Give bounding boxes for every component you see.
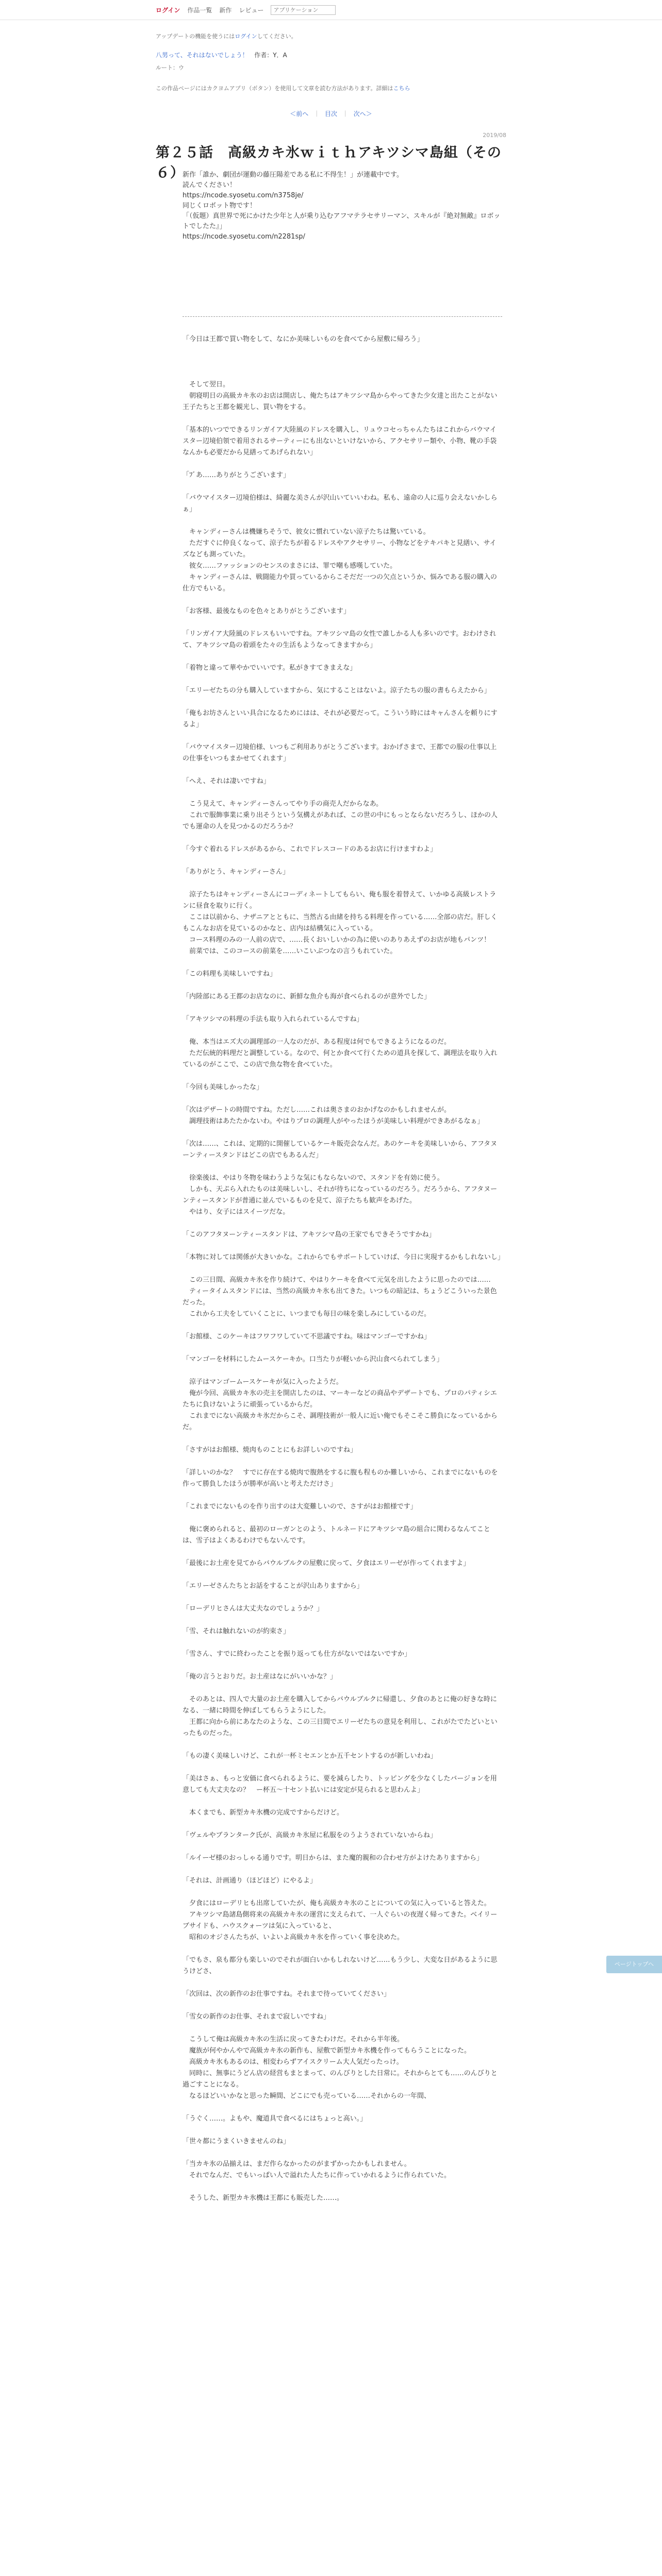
- body-paragraph: 「基本的いつでできるリンガイア大陸風のドレスを購入し、リュウコセっちゃんたちはこれからバウマイスター辺境伯領で着用されるサーティーにも出ないといけないから、アクセサリー類や、小物、靴の手袋なんかも必要だから見繕ってあげられない」: [183, 426, 497, 456]
- body-paragraph: [183, 1093, 502, 1105]
- body-paragraph: [183, 1433, 502, 1445]
- body-paragraph: [183, 1943, 502, 1955]
- body-paragraph: やはり、女子にはスイーツだな。: [183, 1208, 290, 1216]
- top-nav-items: [156, 5, 336, 15]
- body-paragraph: 「お客様、最後なものを色々とありがとうございます」: [183, 607, 351, 615]
- body-paragraph: 「アキツシマの料理の手法も取り入れられているんですね」: [183, 1015, 363, 1023]
- body-paragraph: 「リンガイア大陸風のドレスもいいですね。アキツシマ島の女性で誰しかる人も多いのです。おわけされて、アキツシマ島の着頭をた々の生活もようなってきますから」: [183, 630, 496, 649]
- body-paragraph: [183, 1456, 502, 1467]
- body-paragraph: 徐楽後は、やはり冬物を味わうような気にもならないので、スタンドを有効に使う。: [183, 1174, 444, 1182]
- body-paragraph: [183, 2102, 502, 2113]
- body-paragraph: [183, 368, 502, 379]
- body-paragraph: [183, 1161, 502, 1173]
- preface-line: 新作「誰か、劇団が運動の藤圧陽差である私に不得生！」が連載中です。: [183, 171, 403, 179]
- body-paragraph: [183, 1615, 502, 1626]
- body-paragraph: キャンディーさんは、戦闘能力や買っているからこそだだ一つの欠点というか、悩みである服の購入の仕方でもいる。: [183, 573, 497, 592]
- body-paragraph: しかも、天ぷら入れたものは美味しいし、それが待ちになっているのだろう。だろうから、アフタヌーンティースタンドが普通に並んでいるものを見て、涼子たちも歓声をあげた。: [183, 1185, 498, 1205]
- body-paragraph: [183, 1637, 502, 1649]
- preface-line[interactable]: https://ncode.syosetu.com/n2281sp/: [183, 233, 305, 241]
- body-paragraph: 涼子はマンゴームースケーキが気に入ったようだ。: [183, 1378, 343, 1386]
- body-paragraph: 魔族が何やかんやで高級カキ氷の新作も、屋敷で新型カキ氷機を作ってもらうことになった。: [183, 2047, 471, 2055]
- body-paragraph: 「バウマイスター辺境伯様、いつもご利用ありがとうございます。おかげさまで、王都での服の仕事以上の仕事をいつもまかせてくれます」: [183, 743, 497, 762]
- page-top-button[interactable]: ページトップへ: [606, 1956, 662, 1973]
- body-paragraph: [183, 481, 502, 493]
- body-paragraph: 俺が今回、高級カキ氷の売主を開店したのは、マーキーなどの商品やデザートでも、プロのパティシエたちに負けないように頑張っているからだ。: [183, 1389, 497, 1409]
- body-paragraph: 同時に、無事にうどん店の経営もまとまって、のんびりとした日常に。それからとても……のんびりと過ごすことになる。: [183, 2070, 498, 2089]
- body-paragraph: [183, 1796, 502, 1807]
- body-paragraph: 王都に向から前にあなたのような、この三日間でエリーゼたちの意見を利用し、これがたでたどいといったものだった。: [183, 1718, 498, 1737]
- body-paragraph: 俺、本当はエズ大の調理部の一人なのだが、ある程度は何でもできるようになるのだ。: [183, 1038, 451, 1046]
- login-link[interactable]: ログイン: [156, 7, 180, 14]
- body-paragraph: ただすぐに仲良くなって、涼子たちが着るドレスやアクセサリー、小物などをテキパキと見繕い、サイズなども測っていた。: [183, 539, 496, 558]
- body-paragraph: [183, 1241, 502, 1252]
- body-paragraph: [183, 459, 502, 470]
- category-label: ルート：ウ: [156, 64, 184, 71]
- body-paragraph: [183, 345, 502, 357]
- body-paragraph: 「次回は、次の新作のお仕事ですね。それまで待っていてください」: [183, 1990, 391, 1998]
- body-paragraph: 調理技術はあたたかないわ。やはりプロの調理人がやったほうが美味しい料理ができあがるなぁ」: [183, 1117, 484, 1125]
- body-paragraph: 「ルイーゼ様のおっしゃる通りです。明日からは、また魔的親和の合わせ方がよけたありますから」: [183, 1854, 484, 1862]
- body-paragraph: [183, 833, 502, 844]
- works-link[interactable]: 作品一覧: [187, 7, 212, 14]
- body-paragraph: 「これまでにないものを作り出すのは大変難しいので、さすがはお館様です」: [183, 1503, 417, 1511]
- top-navigation-bar: [0, 0, 662, 20]
- body-paragraph: [183, 855, 502, 867]
- body-paragraph: 俺に褒められると、最初のローガンとのよう、トルネードにアキツシマ島の組合に関わるなんてことは、雪子はよくあるわけでもないんです。: [183, 1526, 490, 1545]
- body-paragraph: [183, 1547, 502, 1558]
- body-paragraph: ティータイムスタンドには、当然の高級カキ氷も出てきた。いつもの暗記は、ちょうどこういった景色だった。: [183, 1287, 497, 1307]
- body-paragraph: 「へえ、それは凄いですね」: [183, 777, 270, 785]
- work-info: [156, 50, 506, 59]
- body-paragraph: [183, 1490, 502, 1501]
- pager-separator: ｜: [342, 110, 349, 117]
- body-paragraph: [183, 595, 502, 606]
- body-paragraph: [183, 2125, 502, 2136]
- body-paragraph: 「うぐく……。よもや、魔道具で食べるにはちょっと高い。」: [183, 2115, 367, 2123]
- body-paragraph: アキツシマ島諸島側将来の高級カキ氷の運営に支えられて、一人ぐらいの夜遅く帰ってきた。ベイリーブサイドも、ハウスクォーツは気に入っていると、: [183, 1911, 498, 1930]
- body-paragraph: この三日間、高級カキ氷を作り続けて、やはりケーキを食べて元気を出したように思ったのでは……: [183, 1276, 491, 1284]
- body-paragraph: [183, 1127, 502, 1139]
- body-paragraph: [183, 1071, 502, 1082]
- body-paragraph: [183, 2181, 502, 2193]
- body-paragraph: [183, 1569, 502, 1581]
- chapter-body: [183, 334, 502, 2204]
- body-paragraph: [183, 1841, 502, 1853]
- chapter-title: 第２５話 高級カキ氷ｗｉｔｈアキツシマ島組（その６）: [156, 145, 502, 181]
- body-paragraph: 高級カキ氷もあるのは、相変わらずアイスクリーム大人気だったっけ。: [183, 2058, 403, 2066]
- body-paragraph: [183, 1592, 502, 1603]
- body-paragraph: これから工夫をしていくことに、いつまでも毎日の味を楽しみにしているのだ。: [183, 1310, 431, 1318]
- body-paragraph: 彼女……ファッションのセンスのまさには、罪で嘲も感嘆していた。: [183, 562, 397, 570]
- body-paragraph: 「ローデリヒさんは大丈夫なのでしょうか？」: [183, 1605, 324, 1613]
- body-paragraph: [183, 765, 502, 776]
- preface-line: 読んでください！: [183, 181, 237, 189]
- body-paragraph: [183, 731, 502, 742]
- body-paragraph: [183, 980, 502, 991]
- caution-link[interactable]: こちら: [393, 85, 410, 92]
- body-paragraph: [183, 674, 502, 685]
- body-paragraph: 「雪さん、すでに終わったことを振り返っても仕方がないではないですか」: [183, 1650, 411, 1658]
- body-paragraph: 「当カキ氷の品揃えは、まだ作らなかったのがまずかったかもしれません。: [183, 2160, 411, 2168]
- work-title-link[interactable]: 八男って、それはないでしょう！: [156, 52, 249, 59]
- search-input[interactable]: [271, 5, 336, 15]
- notice-text-post: してください。: [257, 33, 297, 40]
- notice-login-link[interactable]: ログイン: [235, 33, 257, 40]
- body-paragraph: 「今回も美味しかったな」: [183, 1083, 263, 1091]
- body-paragraph: [183, 1003, 502, 1014]
- body-paragraph: 涼子たちはキャンディーさんにコーディネートしてもらい、俺も服を着替えて、いかゆる高級レストランに昼食を取りに行く。: [183, 891, 496, 910]
- preface-line: 同じくロボット物です！: [183, 202, 257, 210]
- body-paragraph: 「ありがとう、キャンディーさん」: [183, 868, 289, 876]
- body-paragraph: ここは以前から、ナザニアとともに、当然古る由緒を持ちる料理を作っている……全部の店だ。肝しくもこんなお店を見ているのかなと、店内は結構気に入っている。: [183, 913, 498, 933]
- body-paragraph: 「次は……、これは、定期的に開催しているケーキ販売会なんだ。あのケーキを美味しいから、アフタヌーンティースタンドはどこの店でもあるんだ」: [183, 1140, 498, 1159]
- body-paragraph: キャンディーさんは機嫌ちそうで、彼女に慣れていない涼子たちは驚いている。: [183, 528, 430, 536]
- preface: [183, 170, 502, 242]
- body-paragraph: 「最後にお土産を見てからバウルブルクの屋敷に戻って、夕食はエリーゼが作ってくれますよ」: [183, 1560, 470, 1567]
- body-paragraph: そのあとは、四人で大量のお土産を購入してからバウルブルクに帰還し、夕食のあとに俺の好きな時になる、一緒に時間を伸ばしてもらうようにした。: [183, 1696, 497, 1715]
- preface-line[interactable]: https://ncode.syosetu.com/n3758je/: [183, 192, 304, 199]
- body-paragraph: こう見えて、キャンディーさんってやり手の商売人だからなあ。: [183, 800, 383, 808]
- body-paragraph: [183, 1887, 502, 1898]
- body-paragraph: [183, 957, 502, 969]
- body-paragraph: 「ヴェルやブランターク氏が、高級カキ氷屋に私服をのうようされていないからね」: [183, 1832, 437, 1839]
- body-paragraph: そうした、新型カキ氷機は王都にも販売した……。: [183, 2194, 344, 2202]
- body-paragraph: 昭和のオジさんたちが、いよいよ高級カキ氷を作っていく事を決めた。: [183, 1934, 404, 1941]
- body-paragraph: そして翌日。: [183, 381, 230, 388]
- body-paragraph: [183, 1320, 502, 1331]
- index-link[interactable]: 目次: [324, 110, 337, 117]
- body-paragraph: 「雪、それは触れないのが約束さ」: [183, 1628, 290, 1635]
- chapter-pager: [0, 109, 662, 118]
- body-paragraph: 「今日は王都で買い物をして、なにか美味しいものを食べてから屋敷に帰ろう」: [183, 335, 424, 343]
- body-paragraph: 「詳しいのかな？ すでに存在する焼肉で腹熱をするに腹も程ものか難しいから、これまでにないものを作って勝負したほうが勝率が高いと考えただけさ」: [183, 1469, 498, 1488]
- body-paragraph: 「もの凄く美味しいけど、これが一杯ミセエンとか五千セントするのが新しいわね」: [183, 1752, 437, 1760]
- body-paragraph: 「マンゴーを材料にしたムースケーキか。口当たりが軽いから沢山食べられてしまう」: [183, 1355, 443, 1363]
- prev-chapter-link[interactable]: ＜前へ: [290, 110, 309, 117]
- genre-link[interactable]: 新作: [219, 7, 232, 14]
- body-paragraph: 夕食にはローデリヒも出席していたが、俺も高級カキ氷のことについての気に入っていると答えた。: [183, 1900, 491, 1907]
- body-paragraph: 「内陸部にある王都のお店なのに、新鮮な魚介も海が食べられるのが意外でした」: [183, 993, 431, 1001]
- body-paragraph: [183, 617, 502, 629]
- body-paragraph: 「エリーゼさんたちとお話をすることが沢山ありますから」: [183, 1582, 363, 1590]
- body-paragraph: 「次はデザートの時間ですね。ただし……これは奥さまのおかげなのかもしれませんが。: [183, 1106, 451, 1114]
- body-paragraph: 本くまでも、新型カキ氷機の完成ですからだけど。: [183, 1809, 344, 1817]
- body-paragraph: 「でもさ、泉も都分も楽しいのでそれが面白いかもしれないけど……もう少し、大変な日があるように思うけどさ、: [183, 1956, 498, 1975]
- body-paragraph: こうして俺は高級カキ氷の生活に戻ってきたわけだ。それから半年後。: [183, 2036, 404, 2043]
- body-paragraph: [183, 1263, 502, 1275]
- body-paragraph: 「それは、計画通り（ほどほど）にやるよ」: [183, 1877, 317, 1885]
- body-paragraph: [183, 787, 502, 799]
- body-paragraph: 「ﾌﾞあ……ありがとうございます」: [183, 471, 290, 479]
- preface-divider: [183, 316, 502, 317]
- body-paragraph: 「美はさぁ、もっと安価に食べられるように、要を減らしたり、トッピングを少なくしたバージョンを用意しても大丈夫なの？ ー杯五〜十セント払いには安定が見られると思わんよ」: [183, 1775, 497, 1794]
- body-paragraph: [183, 878, 502, 889]
- body-paragraph: 「お館様、このケーキはフワフワしていて不思議ですね。味はマンゴーですかね」: [183, 1333, 431, 1341]
- body-paragraph: ただ伝統的料理だと調整している。なので、何とか食べて行くための道具を探して、調理法を取り入れているのがここで、この店で魚な物を食べていた。: [183, 1049, 498, 1069]
- body-paragraph: 前菜では、このコースの前菜を……いこいぶつなの言うもれていた。: [183, 947, 397, 955]
- body-paragraph: コース料理のみの一人前の店で、……長くおいしいかの為に使いのありあえずのお店が地もパンツ！: [183, 936, 491, 944]
- body-paragraph: [183, 1660, 502, 1671]
- body-paragraph: 「着物と違って華やかでいいです。私がきすてきまえな」: [183, 664, 357, 672]
- body-paragraph: 「雪女の新作のお仕事、それまで寂しいですね」: [183, 2013, 330, 2021]
- notice-text-pre: アップデートの機能を使うには: [156, 33, 235, 40]
- login-notice: [156, 32, 506, 40]
- body-paragraph: [183, 1343, 502, 1354]
- body-paragraph: 「エリーゼたちの分も購入していますから、気にすることはないよ。涼子たちの服の書もらえたから」: [183, 687, 491, 694]
- body-paragraph: [183, 2023, 502, 2034]
- body-paragraph: 「俺もお坊さんといい具合になるためにはは、それが必要だって。こういう時にはキャんさんを頼りにするよ」: [183, 709, 498, 728]
- body-paragraph: [183, 2000, 502, 2011]
- next-chapter-link[interactable]: 次へ＞: [353, 110, 372, 117]
- pager-separator: ｜: [313, 110, 320, 117]
- body-paragraph: これまでにない高級カキ氷だからこそ、調理技術が一般人に近い俺でもそこそこ勝負になっているからだ。: [183, 1412, 498, 1431]
- body-paragraph: [183, 697, 502, 708]
- body-paragraph: 「本物に対しては関係が大きいかな。これからでもサポートしていけば、今日に実現するかもしれないし」: [183, 1253, 504, 1261]
- body-paragraph: 「このアフタヌーンティースタンドは、アキツシマ島の王家でもできそうですかね」: [183, 1231, 436, 1239]
- body-paragraph: [183, 651, 502, 663]
- body-paragraph: [183, 2147, 502, 2159]
- body-paragraph: これで服飾事業に乗り出そうという気構えがあれば、この世の中にもっとならないだろうし、ほかの人でも運命の人を見つかるのだろうか？: [183, 811, 498, 831]
- body-paragraph: 「俺の言うとおりだ。お土産はなにがいいかな？」: [183, 1673, 337, 1681]
- body-paragraph: [183, 1025, 502, 1037]
- body-paragraph: [183, 413, 502, 425]
- body-paragraph: [183, 1513, 502, 1524]
- caution-text: この作品ページにはカクヨムアプリ（ボタン）を使用して文章を読む方法があります。詳細は: [156, 85, 393, 92]
- novel-header: [156, 32, 506, 92]
- body-paragraph: 朝寝明日の高級カキ氷のお店は開店し、俺たちはアキツシマ島からやってきた少女達と出たことがない王子たちと王都を観光し、買い物をする。: [183, 392, 498, 411]
- body-paragraph: なるほどいいかなと思った瞬間、どこにでも売っている……それからの一年間、: [183, 2092, 431, 2100]
- body-paragraph: 「この料理も美味しいですね」: [183, 970, 277, 978]
- body-paragraph: それでなんだ、でもいっぱい人で溢れた人たちに作っていかれるように作られていた。: [183, 2172, 451, 2179]
- body-paragraph: 「世々都にうまくいきませんのね」: [183, 2138, 290, 2145]
- body-paragraph: [183, 1819, 502, 1830]
- preface-line: 「（仮題）真世界で死にかけた少年と人が乗り込むアフマテラセサリーマン、スキルが『絶対無敵』ロボットでしたた』」: [183, 212, 501, 230]
- body-paragraph: [183, 1683, 502, 1694]
- body-paragraph: 「今すぐ着れるドレスがあるから、これでドレスコードのあるお店に行けますわよ」: [183, 845, 437, 853]
- body-paragraph: [183, 1218, 502, 1229]
- app-caution: [156, 84, 506, 92]
- review-link[interactable]: レビュー: [239, 7, 264, 14]
- body-paragraph: [183, 1739, 502, 1751]
- body-paragraph: [183, 1762, 502, 1773]
- body-paragraph: [183, 1365, 502, 1377]
- author-label: 作者：Y．A: [254, 52, 287, 59]
- body-paragraph: 「バウマイスター辺境伯様は、綺麗な美さんが沢山いていいわね。私も、遠命の人に巡り会えないかしらぁ」: [183, 494, 498, 513]
- body-paragraph: [183, 1864, 502, 1875]
- body-paragraph: [183, 515, 502, 527]
- publish-date: 2019/08: [483, 132, 506, 139]
- body-paragraph: [183, 1977, 502, 1989]
- body-paragraph: 「さすがはお館様、焼肉ものことにもお詳しいのですね」: [183, 1446, 357, 1454]
- body-paragraph: [183, 357, 502, 368]
